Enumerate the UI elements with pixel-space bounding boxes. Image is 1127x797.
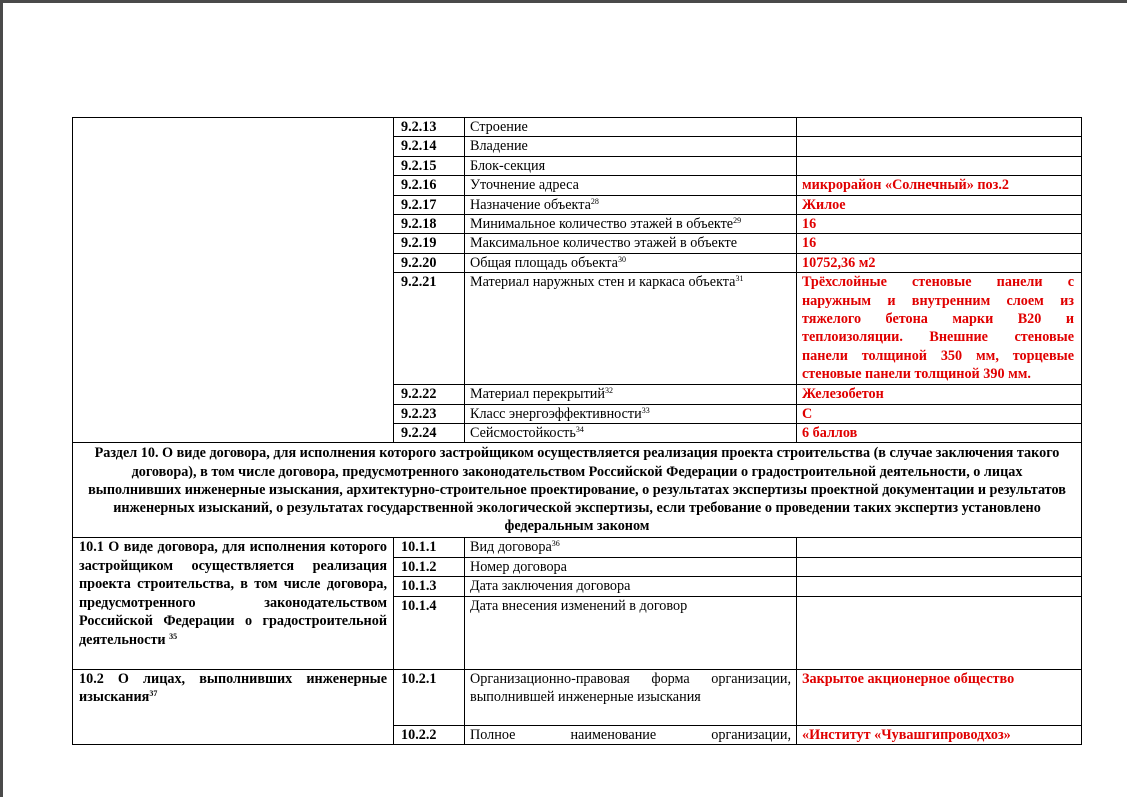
footnote-ref: 36 — [551, 539, 560, 549]
row-value: 6 баллов — [797, 424, 1082, 443]
row-value: Закрытое акционерное общество — [797, 669, 1082, 725]
row-number: 9.2.22 — [394, 385, 465, 404]
row-label: Уточнение адреса — [465, 176, 797, 195]
section-10-heading: Раздел 10. О виде договора, для исполнения которого застройщиком осуществляется реализация проекта строительства (в случае заключения такого договора), в том числе договора, предусмотренного законодательством Российской Федерации о градостроительной деятельности, о лицах выполнивших инженерные изыскания, архитектурно-строительное проектирование, о результатах экспертизы проектной документации и результатов инженерных изысканий, о результатах государственной экологической экспертизы, если требование о проведении таких экспертиз установлено федеральным законом — [73, 443, 1082, 538]
row-label: Дата заключения договора — [465, 577, 797, 596]
row-number: 9.2.20 — [394, 253, 465, 272]
row-label: Назначение объекта$^{28}$ — [465, 195, 797, 214]
footnote-ref: 29 — [733, 216, 742, 226]
row-value: 16 — [797, 215, 1082, 234]
row-number: 9.2.24 — [394, 424, 465, 443]
row-number: 9.2.15 — [394, 156, 465, 175]
group-10-2-title: 10.2 О лицах, выполнивших инженерные изыскания$^{37}$ — [73, 669, 394, 744]
row-value: микрорайон «Солнечный» поз.2 — [797, 176, 1082, 195]
table-row — [73, 669, 1082, 725]
row-label: Материал наружных стен и каркаса объекта$^{31}$ — [465, 273, 797, 385]
footnote-ref: 28 — [590, 196, 599, 206]
row-number: 9.2.16 — [394, 176, 465, 195]
row-label: Сейсмостойкость$^{34}$ — [465, 424, 797, 443]
table-row — [73, 538, 1082, 557]
footnote-ref: 34 — [575, 425, 584, 435]
row-value — [797, 137, 1082, 156]
row-label: Организационно-правовая форма организации, выполнившей инженерные изыскания — [465, 669, 797, 725]
row-number: 9.2.18 — [394, 215, 465, 234]
row-label: Строение — [465, 118, 797, 137]
row-value — [797, 156, 1082, 175]
row-number: 9.2.19 — [394, 234, 465, 253]
footnote-ref: 35 — [169, 631, 178, 641]
footnote-ref: 31 — [735, 274, 744, 284]
row-value: 10752,36 м2 — [797, 253, 1082, 272]
row-number: 9.2.21 — [394, 273, 465, 385]
row-number: 9.2.13 — [394, 118, 465, 137]
row-value — [797, 596, 1082, 669]
row-value — [797, 538, 1082, 557]
row-value: С — [797, 404, 1082, 423]
row-label: Блок-секция — [465, 156, 797, 175]
row-value: 16 — [797, 234, 1082, 253]
row-value: Железобетон — [797, 385, 1082, 404]
row-value: Жилое — [797, 195, 1082, 214]
row-label: Владение — [465, 137, 797, 156]
row-number: 10.1.4 — [394, 596, 465, 669]
window-left-border — [0, 0, 3, 797]
group-10-1-title: 10.1 О виде договора, для исполнения которого застройщиком осуществляется реализация проекта строительства, в том числе договора, предусмотренного законодательством Российской Федерации о градостроительной деятельности $^{35}$ — [73, 538, 394, 669]
row-number: 9.2.23 — [394, 404, 465, 423]
row-value — [797, 118, 1082, 137]
footnote-ref: 33 — [641, 405, 650, 415]
row-label: Дата внесения изменений в договор — [465, 596, 797, 669]
document-table — [72, 117, 1082, 745]
row-label: Материал перекрытий$^{32}$ — [465, 385, 797, 404]
empty-left-cell — [73, 118, 394, 443]
row-number: 10.2.1 — [394, 669, 465, 725]
row-label: Номер договора — [465, 557, 797, 576]
footnote-ref: 30 — [617, 254, 626, 264]
row-number: 10.2.2 — [394, 725, 465, 744]
row-label: Минимальное количество этажей в объекте$^{29}$ — [465, 215, 797, 234]
row-value — [797, 557, 1082, 576]
row-number: 10.1.2 — [394, 557, 465, 576]
row-value — [797, 577, 1082, 596]
section-heading-row — [73, 443, 1082, 538]
row-label: Полное наименование организации, — [465, 725, 797, 744]
row-number: 10.1.3 — [394, 577, 465, 596]
row-value: «Институт «Чувашгипроводхоз» — [797, 725, 1082, 744]
row-number: 9.2.17 — [394, 195, 465, 214]
row-label: Вид договора$^{36}$ — [465, 538, 797, 557]
row-label: Максимальное количество этажей в объекте — [465, 234, 797, 253]
row-label: Общая площадь объекта$^{30}$ — [465, 253, 797, 272]
row-value: Трёхслойные стеновые панели с наружным и внутренним слоем из тяжелого бетона марки В20 и теплоизоляции. Внешние стеновые панели толщиной 350 мм, торцевые стеновые панели толщиной 390 мм. — [797, 273, 1082, 385]
row-label: Класс энергоэффективности$^{33}$ — [465, 404, 797, 423]
footnote-ref: 37 — [149, 689, 158, 699]
footnote-ref: 32 — [604, 386, 613, 396]
row-number: 10.1.1 — [394, 538, 465, 557]
window-top-border — [0, 0, 1127, 3]
row-number: 9.2.14 — [394, 137, 465, 156]
table-row — [73, 118, 1082, 137]
